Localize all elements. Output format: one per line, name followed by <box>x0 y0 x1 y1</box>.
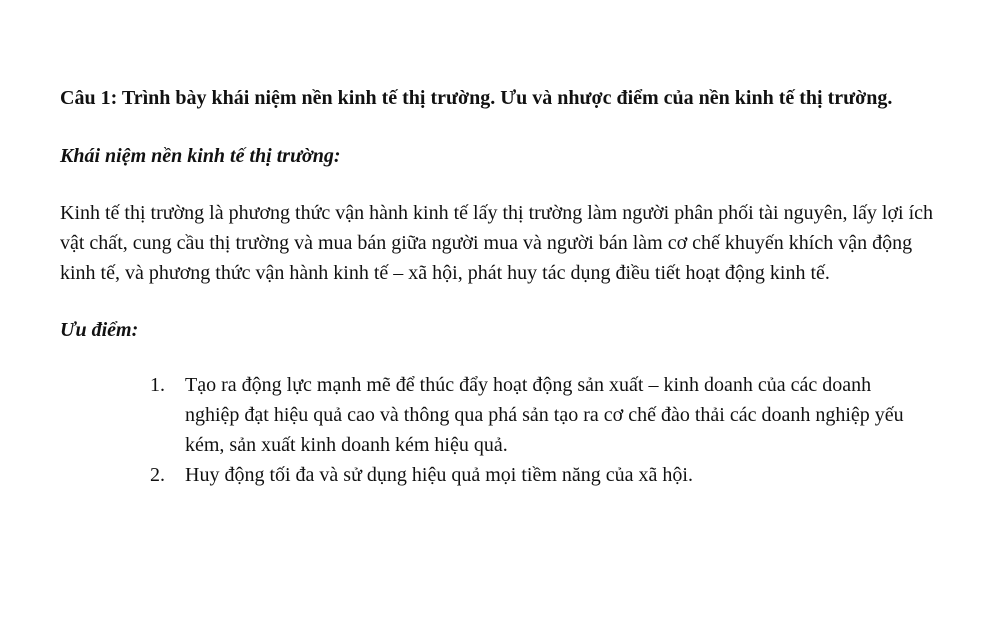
list-item-text: Tạo ra động lực mạnh mẽ để thúc đẩy hoạt động sản xuất – kinh doanh của các doanh nghiệp đạt hiệu quả cao và thông qua phá sản tạo ra cơ chế đào thải các doanh nghiệp yếu kém, sản xuất kinh doanh kém hiệu quả. <box>185 374 904 456</box>
list-item <box>150 460 910 490</box>
advantages-heading: Ưu điểm: <box>60 319 139 341</box>
advantages-list <box>150 370 910 490</box>
spacer <box>60 345 940 370</box>
list-item <box>150 370 910 460</box>
spacer <box>60 288 940 315</box>
spacer <box>60 171 940 198</box>
definition-paragraph: Kinh tế thị trường là phương thức vận hành kinh tế lấy thị trường làm người phân phối tài nguyên, lấy lợi ích vật chất, cung cầu thị trường và mua bán giữa người mua và người bán làm cơ chế khuyến khích vận động kinh tế, và phương thức vận hành kinh tế – xã hội, phát huy tác dụng điều tiết hoạt động kinh tế. <box>60 202 934 284</box>
question-title: Câu 1: Trình bày khái niệm nền kinh tế thị trường. Ưu và nhược điểm của nền kinh tế thị trường. <box>60 87 893 109</box>
list-item-text: Huy động tối đa và sử dụng hiệu quả mọi tiềm năng của xã hội. <box>185 464 693 486</box>
list-item-number: 2. <box>150 464 165 486</box>
list-item-number: 1. <box>150 374 165 396</box>
spacer <box>60 113 940 141</box>
definition-heading: Khái niệm nền kinh tế thị trường: <box>60 145 341 167</box>
document-page <box>60 83 940 490</box>
